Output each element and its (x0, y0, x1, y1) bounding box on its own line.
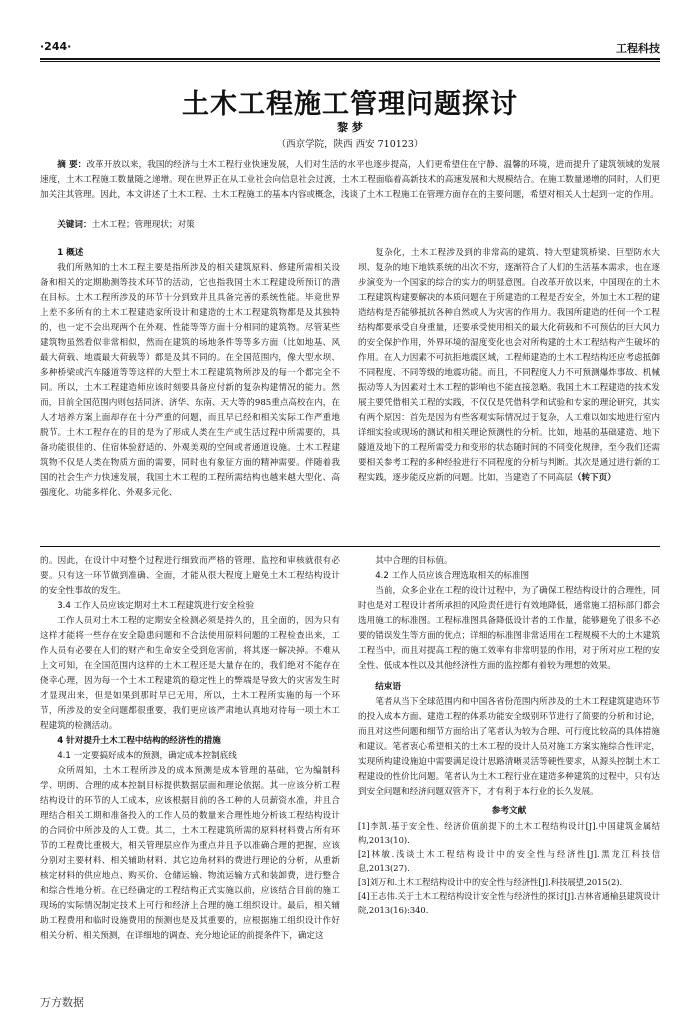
section-heading: 1 概述 (57, 248, 84, 258)
lower-right-column (358, 554, 660, 974)
paragraph: 的。因此，在设计中对整个过程进行细致而严格的管理、监控和审核就很有必要。只有这一环节做到准确、全面，才能从很大程度上避免土木工程结构设计的安全性事故的发生。 (40, 556, 340, 596)
paragraph (358, 246, 660, 486)
subsection-heading: 3.4 工作人员应该定期对土木工程建筑进行安全检验 (57, 601, 255, 611)
paragraph: 当前，众多企业在工程的设计过程中，为了确保工程结构设计的合理性，同时也是对工程设计者所承担的风险责任进行有效地降低，通常施工招标部门都会选用施工的标准图。工程标准图具备降低设计者的工作量，能够避免了很多不必要的错误发生等方面的优点；详细的标准图非常适用在工程规模不大的土木建筑工程当中，而且对提高工程的施工效率有非常明显的作用，对于所对应工程的安全性、低成本性以及其他经济性方面的监控都有着较为理想的效果。 (358, 586, 660, 671)
running-header (40, 36, 660, 56)
header-rule (40, 58, 660, 60)
continued-note: （转下页） (572, 473, 616, 483)
paragraph-text: 复杂化，土木工程涉及到的非常高的建筑、特大型建筑桥梁、巨型防水大坝、复杂的地下地铁系统的出次不穷，逐渐符合了人们的生活基本需求，也在逐步演变为一个国家的综合的实力的明显意图。自改革开放以来，中国现在的土木工程建筑构建要解决的本质问题在于所建造的工程是否安全，外加土木工程的建造结构是否能够抵抗各种自然或人为灾害的作用力。我国所建造的任何一个工程结构都要承受自身重量，还要承受使用相关的最大化荷载和不可预估的巨大风力的安全保护作用，外界环境的湿度变化也会对所构建的土木工程结构产生破坏的作用。在人力因素不可抗拒地震区域，工程师建造的土木工程结构还应考虑抵御不同程度、不同等级的地震功能。而且，不同程度人力不可预测爆炸事故、机械振动等人为因素对土木工程的影响也不能直接忽略。我国土木工程建造的技术发展主要凭借相关工程的实践，不仅仅是凭借科学和试验和专家的理论研究，其实有两个原因：首先是因为有些客观实际情况过于复杂，人工难以如实地进行室内详细实验或现场的测试和相关理论预测性的分析。比如，地基的基础建造、地下隧道及地下的工程所需受力和变形的状态随时间的不同变化规律，至今我们还需要相关参考工程的多种经验进行不同程度的分析与判断。其次是通过进行新的工程实践，逐步能反应新的问题。比如，当建造了不同高层 (358, 248, 660, 483)
keywords-label: 关键词： (57, 220, 92, 230)
reference-item: [1]李凯.基于安全性、经济价值前提下的土木工程结构设计[J].中国建筑金属结构,2013(10). (358, 821, 660, 845)
article-title: 土木工程施工管理问题探讨 (182, 89, 518, 120)
paragraph: 我们所熟知的土木工程主要是指所涉及的相关建筑原料、修建所需相关设备和相关的定期勘测等技术环节的活动，它也指我国土木工程建设所预订的潜在目标。土木工程所涉及的环节十分到致并且具备完善的系统性能。毕竟世界上差不多所有的土木工程建造家所设计和建造的土木工程建筑物都是及其独特的，也一定不会出现两个在外观、性能等等方面十分相同的建筑物。尽管某些建筑物虽然看似非常相似，然而在建筑的场地条件等等多方面（比如地基、风最大荷载、地震最大荷载等）都是及其不同的。在全国范围内，像大型水坝、多种桥梁或汽车隧道等等这样的大型土木工程建筑物所涉及的每一个都完全不同。所以，土木工程建造师应该时刻要具备应付新的复杂构建情况的能力。然而，目前全国范围内则包括同济、济华、东南、天大等的985重点高校在内，在人才培养方案上面却存在十分严重的问题，而且早已经和相关实际工作严重地脱节。土木工程存在的目的是为了形成人类在生产或生活过程中所需要的，具备功能很佳的、住宿体验舒适的、外观美观的空间或者通道设施。土木工程建筑物不仅是人类在物质方面的需要，同时也有象征方面的精神需要。伴随着我国的社会生产力快速发展，我国土木工程的工程所需结构也越来越大型化、高强度化、功能多样化、外观多元化、 (40, 263, 340, 498)
abstract (40, 158, 660, 203)
reference-item: [2]林敏.浅谈土木工程结构设计中的安全性与经济性[J].黑龙江科技信息,2013(27). (358, 849, 660, 873)
reference-list (358, 819, 660, 917)
paragraph: 其中合理的目标值。 (375, 556, 453, 566)
section-heading: 4 针对提升土木工程中结构的经济性的措施 (57, 736, 221, 746)
conclusion-heading: 结束语 (375, 682, 401, 692)
reference-item: [4]王志伟.关于土木工程结构设计安全性与经济性的探讨[J].吉林省通榆县建筑设计院,2013(16):340. (358, 891, 660, 915)
keywords-text: 土木工程；管理现状；对策 (91, 220, 195, 230)
references-heading: 参考文献 (491, 806, 527, 816)
upper-right-column (358, 246, 660, 536)
source-watermark: 万方数据 (40, 996, 84, 1009)
upper-left-column (40, 246, 340, 536)
abstract-label: 摘 要： (57, 160, 87, 170)
article-author: 黎 梦 (337, 121, 363, 134)
section-divider (40, 546, 660, 547)
paragraph: 笔者从当下全球范围内和中国各省份范围内所涉及的土木工程建筑建造环节的投入成本方面、建造工程的体系功能安全级别环节进行了简要的分析和讨论，而且对这些问题和细节方面给出了笔者认为较为合理、可行度比较高的具体措施和建议。笔者衷心希望相关的土木工程的设计人员对施工方案实施综合性评定，实现所构建设施迫中需要满足设计思路清晰灵活等硬性要求，从源头控制土木工程建设的性价比问题。笔者认为土木工程行业在建造多种建筑的过程中，只有达到安全问题和经济问题双管齐下，才有利于本行业的长久发展。 (358, 697, 660, 797)
subsection-heading: 4.1 一定要搞好成本的预测，确定成本控制底线 (57, 751, 237, 761)
header-rule-thin (40, 61, 660, 62)
lower-left-column (40, 554, 340, 974)
journal-name: 工程科技 (616, 42, 660, 55)
article-affiliation: （西京学院，陕西 西安 710123） (276, 139, 424, 150)
subsection-heading: 4.2 工作人员应该合理选取相关的标准图 (375, 571, 530, 581)
page-number: ·244· (40, 40, 72, 53)
reference-item: [3]刘万和.土木工程结构设计中的安全性与经济性[J].科技展望,2015(2). (358, 877, 623, 887)
paragraph: 工作人员对土木工程的定期安全检测必须是持久的，且全面的，因为只有这样才能将一些存在安全隐患问题和不合法使用原料问题的工程检查出来，工作人员有必要在人们的财产和生命安全受到危害前，将其逐一解决掉。不难从上文可知，在全国范围内这样的土木工程还是大量存在的，我们绝对不能存在侥幸心理，因为每一个土木工程建筑的稳定性上的弊端是导致大的灾害发生时才显现出来，但是如果到那时早已无用，所以，土木工程所实施的每一个环节，所涉及的安全问题都很重要，我们更应该严肃地认真地对待每一项土木工程建筑的检测活动。 (40, 616, 340, 731)
paragraph: 众所周知，土木工程所涉及的成本预测是成本管理的基础，它为编制科学、明朗、合理的成本控制目标提供数据层面和理论依据。其一应该分析工程结构设计的环节的人工成本，应该根据目前的各工种的人员薪资水准，并且合理结合相关工期和准备投入的工作人员的数量来合理性地分析该工程结构设计的合同价中所涉及的人工费。其二，土木工程建筑所需的原料材料费占所有环节的工程费比重极大，相关管理层应作为重点并且予以准确合理的把握，应该分别对主要材料、相关辅助材料、其它边角材料的费进行理论的分析，从重新核定材料的供应地点、购买价、仓储运输、物流运输方式和装卸费，进行整合和综合性地分析。在已经确定的工程结构正式实施以前，应该结合目前的施工现场的实际情况制定技术上可行和经济上合理的施工组织设计。最后，相关辅助工程费用和临时设施费用的预测也是及其重要的，应根据施工组织设计作好相关分析、相关预测，在详细地的调查、充分地论证的前提条件下，确定这 (40, 766, 340, 941)
keywords (40, 218, 660, 232)
abstract-text: 改革开放以来，我国的经济与土木工程行业快速发展，人们对生活的水平也逐步提高，人们更希望住在宁静、温馨的环境，进而提升了建筑领域的发展速度，土木工程施工数量随之递增。现在世界正在从工业社会向信息社会过渡，土木工程面临着高新技术的高速发展和大规模结合。在施工数量递增的同时，人们更加关注其管理。因此，本文讲述了土木工程、土木工程施工的基本内容或概念，浅谈了土木工程施工在管理方面存在的主要问题，希望对相关人士起到一定的作用。 (40, 160, 660, 200)
